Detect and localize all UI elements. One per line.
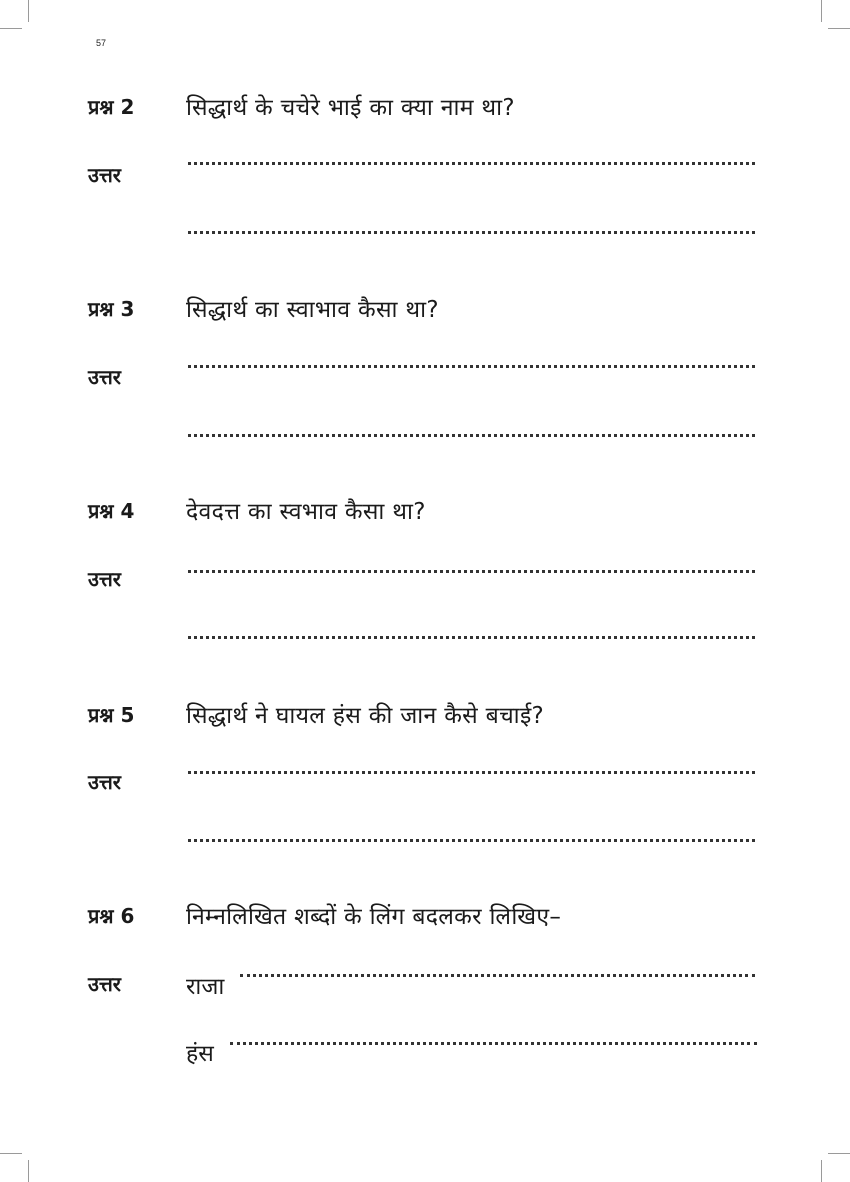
crop-mark-bottom-right-horizontal: [828, 1153, 850, 1154]
answer-line[interactable]: [188, 162, 755, 165]
crop-mark-bottom-right-vertical: [821, 1160, 822, 1182]
question-text: सिद्धार्थ का स्वाभाव कैसा था?: [186, 297, 439, 323]
question-label: प्रश्न 3: [88, 296, 135, 321]
answer-row: [88, 157, 186, 191]
answer-line[interactable]: [188, 365, 755, 368]
answer-line[interactable]: [240, 974, 755, 977]
answer-line[interactable]: [188, 570, 755, 573]
question-row: [88, 898, 561, 932]
question-text: निम्नलिखित शब्दों के लिंग बदलकर लिखिए–: [186, 904, 562, 930]
question-label: प्रश्न 5: [88, 702, 135, 727]
question-label: प्रश्न 2: [88, 94, 135, 119]
word-hans: हंस: [186, 1041, 214, 1067]
question-text: सिद्धार्थ ने घायल हंस की जान कैसे बचाई?: [186, 703, 545, 729]
crop-mark-bottom-left-horizontal: [0, 1153, 22, 1154]
answer-line[interactable]: [230, 1042, 757, 1045]
answer-line[interactable]: [188, 231, 755, 234]
answer-row: [88, 966, 186, 1000]
crop-mark-top-left-horizontal: [0, 28, 22, 29]
answer-row: [88, 359, 186, 393]
question-label: प्रश्न 4: [88, 498, 135, 523]
answer-label: उत्तर: [88, 769, 121, 794]
page-number: 57: [96, 38, 107, 48]
question-label: प्रश्न 6: [88, 903, 135, 928]
question-text: सिद्धार्थ के चचेरे भाई का क्या नाम था?: [186, 95, 515, 121]
crop-mark-top-left-vertical: [28, 0, 29, 22]
answer-label: उत्तर: [88, 162, 121, 187]
question-row: [88, 697, 544, 731]
answer-label: उत्तर: [88, 566, 121, 591]
answer-label: उत्तर: [88, 971, 121, 996]
answer-line[interactable]: [188, 434, 755, 437]
question-row: [88, 493, 426, 527]
question-row: [88, 291, 439, 325]
crop-mark-top-right-horizontal: [828, 28, 850, 29]
crop-mark-top-right-vertical: [821, 0, 822, 22]
answer-row: [88, 764, 186, 798]
answer-row: [88, 561, 186, 595]
answer-line[interactable]: [188, 636, 755, 639]
crop-mark-bottom-left-vertical: [28, 1160, 29, 1182]
answer-label: उत्तर: [88, 364, 121, 389]
answer-line[interactable]: [188, 771, 755, 774]
answer-line[interactable]: [188, 839, 755, 842]
question-row: [88, 89, 515, 123]
question-text: देवदत्त का स्वभाव कैसा था?: [186, 499, 426, 525]
word-raja: राजा: [186, 974, 225, 1000]
